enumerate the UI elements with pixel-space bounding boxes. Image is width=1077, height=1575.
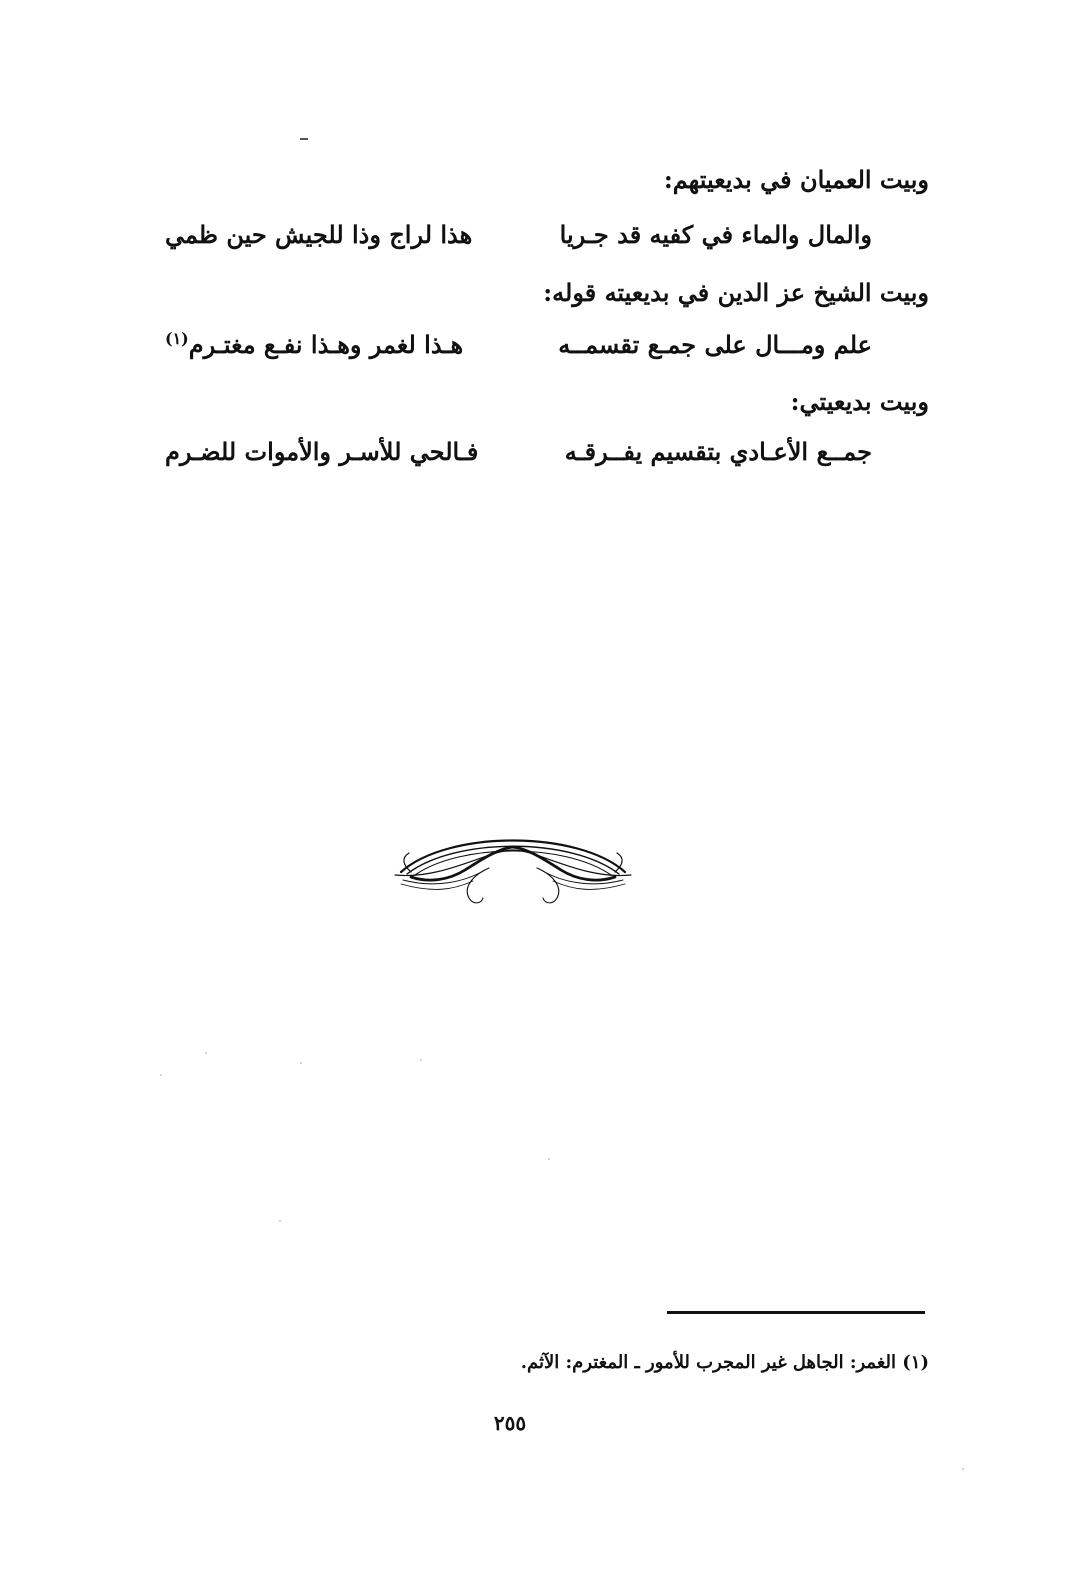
paper-speck — [279, 1220, 281, 1222]
stray-ink-mark — [300, 138, 308, 140]
footnote-reference: (١) — [165, 329, 189, 348]
paper-speck — [548, 1158, 550, 1160]
verse-1-left-hemistich: هذا لراج وذا للجيش حين ظمي — [165, 220, 473, 249]
footnote-text: (١) الغمر: الجاهل غير المجرب للأمور ـ المغترم: الآثم. — [520, 1352, 929, 1373]
page-number: ٢٥٥ — [493, 1411, 527, 1435]
paper-speck — [160, 1074, 162, 1076]
verse-3-left-hemistich: فـالحي للأسـر والأموات للضـرم — [165, 437, 479, 466]
footnote-separator — [667, 1311, 925, 1314]
paper-speck — [962, 1468, 964, 1470]
verse-2-right-hemistich: علم ومـــال على جمـع تقسمــه — [558, 330, 872, 359]
verse-2-left-hemistich — [165, 331, 545, 360]
intro-line-2: وبيت الشيخ عز الدين في بديعيته قوله: — [543, 278, 929, 307]
scroll-flourish-icon — [393, 825, 633, 907]
verse-2-left-text: هـذا لغمر وهـذا نفـع مغتـرم — [188, 330, 464, 359]
intro-line-3: وبيت بديعيتي: — [790, 387, 929, 416]
paper-speck — [300, 1062, 302, 1064]
paper-speck — [420, 1059, 422, 1061]
paper-speck — [205, 1052, 207, 1054]
intro-line-1: وبيت العميان في بديعيتهم: — [663, 165, 929, 194]
verse-3-right-hemistich: جمــع الأعـادي بتقسيم يفــرقـه — [564, 437, 872, 466]
verse-1-right-hemistich: والمال والماء في كفيه قد جـريا — [559, 220, 872, 249]
